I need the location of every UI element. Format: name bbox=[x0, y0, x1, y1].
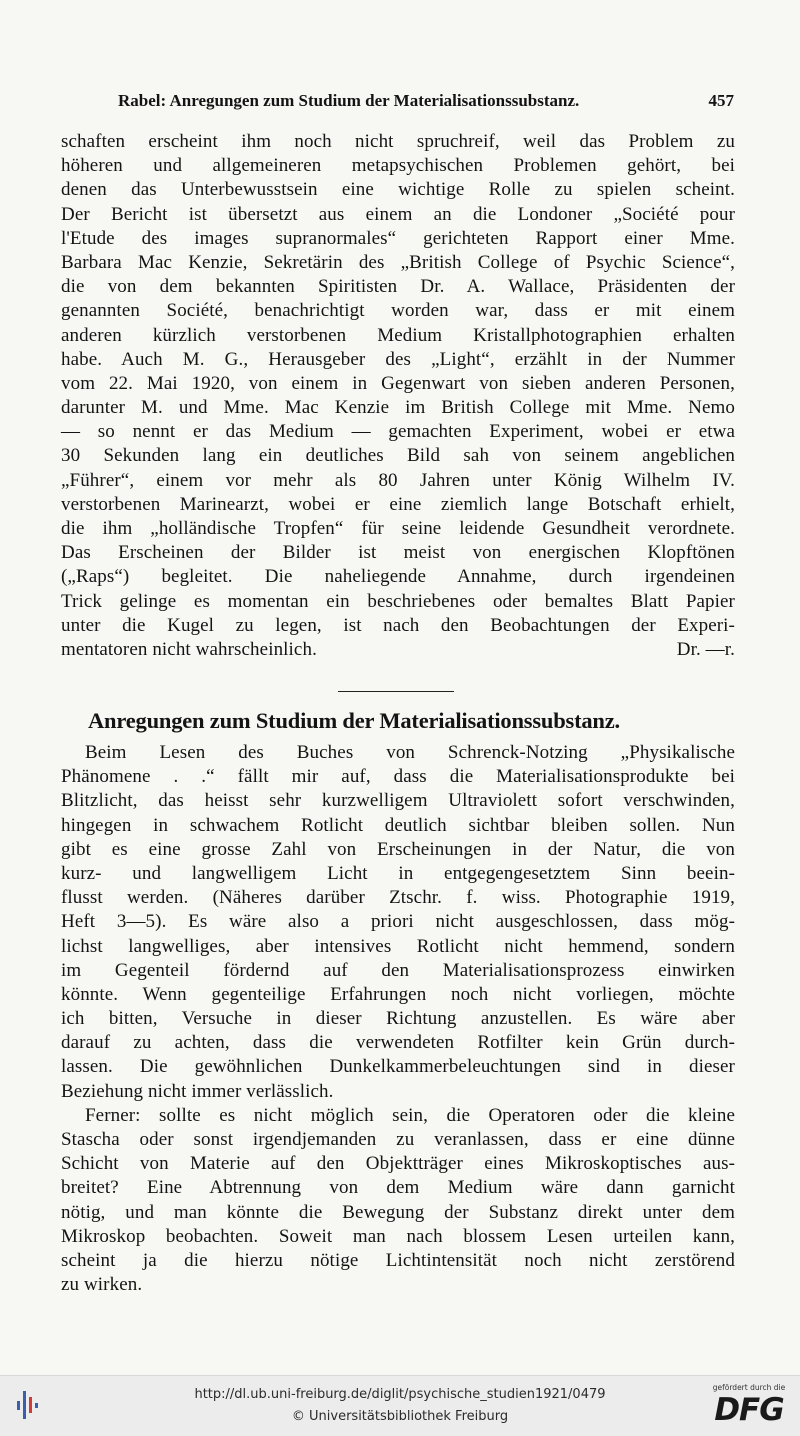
permalink-url[interactable]: http://dl.ub.uni-freiburg.de/diglit/psychische_studien1921/0479 bbox=[194, 1387, 606, 1402]
text-line: schaften erscheint ihm noch nicht spruchreif, weil das Problem zu bbox=[61, 131, 735, 152]
text-line: könnte. Wenn gegenteilige Erfahrungen noch nicht vorliegen, möchte bbox=[61, 983, 735, 1005]
text-line: darauf zu achten, dass die verwendeten Rotfilter kein Grün durch- bbox=[61, 1032, 735, 1054]
viewer-footer bbox=[0, 1375, 800, 1436]
text-line: genannten Société, benachrichtigt worden war, dass er mit einem bbox=[61, 300, 735, 322]
text-line: kurz- und langwelligem Licht in entgegengesetztem Sinn beein- bbox=[61, 862, 735, 884]
text-line: — so nennt er das Medium — gemachten Experiment, wobei er etwa bbox=[61, 421, 735, 443]
text-line: Ferner: sollte es nicht möglich sein, die Operatoren oder die kleine bbox=[85, 1104, 735, 1126]
article-body bbox=[61, 741, 735, 1297]
text-line: nötig, und man könnte die Bewegung der Substanz direkt unter dem bbox=[61, 1201, 735, 1223]
text-line: Stascha oder sonst irgendjemanden zu veranlassen, dass er eine dünne bbox=[61, 1129, 735, 1150]
text-line: l'Etude des images supranormales“ gerichteten Rapport einer Mme. bbox=[61, 227, 735, 249]
text-line: verstorbenen Marinearzt, wobei er eine ziemlich lange Botschaft erhielt, bbox=[61, 493, 735, 515]
closing-line bbox=[61, 638, 735, 662]
text-line: Barbara Mac Kenzie, Sekretärin des „British College of Psychic Science“, bbox=[61, 251, 735, 273]
text-line: Mikroskop beobachten. Soweit man nach blossem Lesen urteilen kann, bbox=[61, 1225, 735, 1247]
text-line: Trick gelinge es momentan ein beschriebenes oder bemaltes Blatt Papier bbox=[61, 590, 735, 612]
text-line: habe. Auch M. G., Herausgeber des „Light“, erzählt in der Nummer bbox=[61, 348, 735, 370]
dfg-logo bbox=[708, 1383, 790, 1431]
section-divider bbox=[338, 691, 454, 692]
review-paragraph bbox=[61, 130, 735, 662]
text-line: 30 Sekunden lang ein deutliches Bild sah von seinem angeblichen bbox=[61, 445, 735, 467]
text-line: zu wirken. bbox=[61, 1274, 143, 1296]
text-line: Phänomene . .“ fällt mir auf, dass die Materialisationsprodukte bei bbox=[61, 766, 735, 788]
text-line: höheren und allgemeineren metapsychischen Problemen gehört, bei bbox=[61, 155, 735, 177]
running-head bbox=[118, 89, 736, 113]
section-heading: Anregungen zum Studium der Materialisationssubstanz. bbox=[88, 708, 620, 733]
text-line: ich bitten, Versuche in dieser Richtung anzustellen. Es wäre aber bbox=[61, 1008, 735, 1030]
text-line: Schicht von Materie auf den Objektträger eines Mikroskoptisches aus- bbox=[61, 1153, 735, 1175]
text-line: vom 22. Mai 1920, von einem in Gegenwart von sieben anderen Personen, bbox=[61, 372, 735, 394]
text-line: denen das Unterbewusstsein eine wichtige Rolle zu spielen scheint. bbox=[61, 179, 735, 201]
text-line: lichst langwelliges, aber intensives Rotlicht nicht hemmend, sondern bbox=[61, 935, 735, 957]
copyright-notice: © Universitätsbibliothek Freiburg bbox=[291, 1409, 509, 1424]
text-line: hingegen in schwachem Rotlicht deutlich sichtbar bleiben sollen. Nun bbox=[61, 814, 735, 836]
running-head-title: Rabel: Anregungen zum Studium der Materialisationssubstanz. bbox=[118, 91, 580, 110]
text-line: lassen. Die gewöhnlichen Dunkelkammerbeleuchtungen sind in dieser bbox=[61, 1056, 735, 1078]
text-line: im Gegenteil fördernd auf den Materialisationsprozess einwirken bbox=[61, 959, 735, 981]
text-line: Beziehung nicht immer verlässlich. bbox=[61, 1080, 334, 1102]
dfg-logo-mark: DFG bbox=[714, 1392, 784, 1428]
closing-text: mentatoren nicht wahrscheinlich. bbox=[61, 638, 317, 660]
text-line: gibt es eine grosse Zahl von Erscheinungen in der Natur, die von bbox=[61, 838, 735, 860]
text-line: breitet? Eine Abtrennung von dem Medium wäre dann garnicht bbox=[61, 1177, 735, 1199]
text-line: anderen kürzlich verstorbenen Medium Kristallphotographien erhalten bbox=[61, 324, 735, 346]
page-number: 457 bbox=[708, 91, 734, 110]
text-line: die von dem bekannten Spiritisten Dr. A. Wallace, Präsidenten der bbox=[61, 276, 735, 298]
dfg-caption: gefördert durch die bbox=[712, 1383, 786, 1392]
text-line: Das Erscheinen der Bilder ist meist von energischen Klopftönen bbox=[61, 542, 735, 564]
text-line: Beim Lesen des Buches von Schrenck-Notzing „Physikalische bbox=[85, 742, 735, 763]
text-line: („Raps“) begleitet. Die naheliegende Annahme, durch irgendeinen bbox=[61, 566, 735, 588]
text-line: Heft 3—5). Es wäre also a priori nicht ausgeschlossen, dass mög- bbox=[61, 911, 735, 933]
text-line: darunter M. und Mme. Mac Kenzie im British College mit Mme. Nemo bbox=[61, 397, 735, 419]
text-line: „Führer“, einem vor mehr als 80 Jahren unter König Wilhelm IV. bbox=[61, 469, 735, 491]
author-signature: Dr. —r. bbox=[676, 638, 735, 660]
text-line: unter die Kugel zu legen, ist nach den Beobachtungen der Experi- bbox=[61, 614, 735, 636]
text-line: die ihm „holländische Tropfen“ für seine leidende Gesundheit verordnete. bbox=[61, 518, 735, 539]
text-line: Blitzlicht, das heisst sehr kurzwelligem Ultraviolett sofort verschwinden, bbox=[61, 790, 735, 812]
text-line: flusst werden. (Näheres darüber Ztschr. f. wiss. Photographie 1919, bbox=[61, 887, 735, 909]
text-line: scheint ja die hierzu nötige Lichtintensität noch nicht zerstörend bbox=[61, 1249, 735, 1271]
text-line: Der Bericht ist übersetzt aus einem an die Londoner „Société pour bbox=[61, 203, 735, 225]
